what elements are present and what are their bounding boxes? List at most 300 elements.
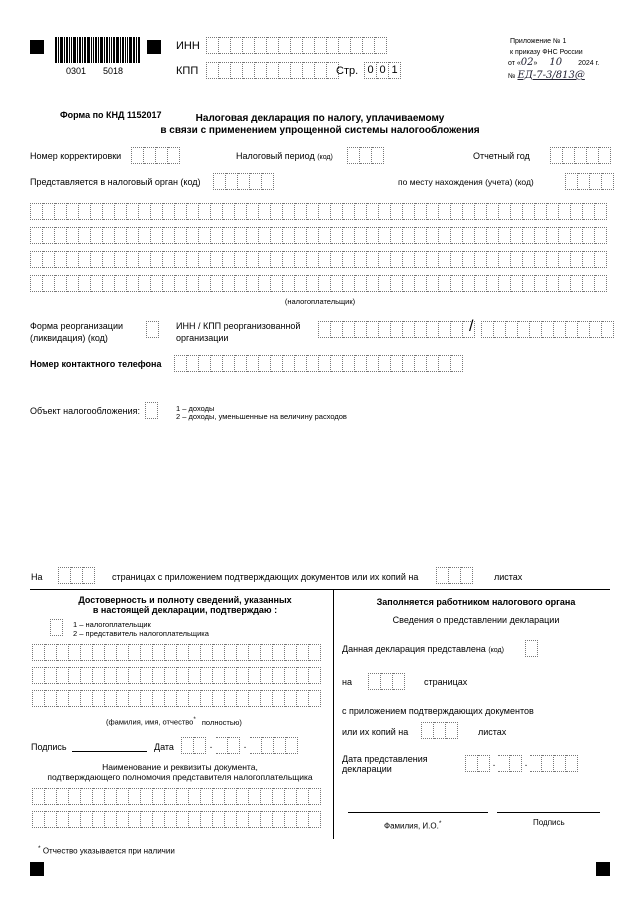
grid-cell[interactable] [261,811,273,828]
grid-cell[interactable] [127,203,139,220]
grid-cell[interactable] [523,251,535,268]
grid-cell[interactable] [43,227,55,244]
grid-cell[interactable] [309,644,321,661]
grid-cell[interactable] [139,251,151,268]
grid-cell[interactable] [69,811,81,828]
grid-cell[interactable] [93,690,105,707]
grid-cell[interactable] [559,227,571,244]
grid-cell[interactable] [175,251,187,268]
grid-cell[interactable] [175,275,187,292]
grid-cell[interactable] [32,811,45,828]
grid-cell[interactable] [535,227,547,244]
right-sheets-field[interactable] [421,722,458,739]
grid-cell[interactable] [103,203,115,220]
grid-cell[interactable] [451,275,463,292]
grid-cell[interactable] [391,227,403,244]
grid-cell[interactable] [259,251,271,268]
grid-cell[interactable] [343,203,355,220]
grid-cell[interactable] [247,251,259,268]
grid-cell[interactable] [403,203,415,220]
grid-cell[interactable] [199,275,211,292]
grid-cell[interactable] [235,251,247,268]
grid-cell[interactable] [379,275,391,292]
grid-cell[interactable] [189,811,201,828]
grid-cell[interactable] [571,275,583,292]
grid-cell[interactable] [213,690,225,707]
grid-cell[interactable] [175,227,187,244]
grid-cell[interactable] [261,667,273,684]
grid-cell[interactable] [91,251,103,268]
grid-cell[interactable] [355,203,367,220]
grid-cell[interactable] [295,251,307,268]
object-field[interactable] [145,402,158,419]
grid-cell[interactable] [403,275,415,292]
inspector-name-line[interactable] [348,812,488,813]
grid-cell[interactable] [213,667,225,684]
grid-cell[interactable] [295,203,307,220]
grid-cell[interactable] [247,203,259,220]
grid-cell[interactable] [439,203,451,220]
grid-cell[interactable] [153,788,165,805]
grid-cell[interactable] [103,275,115,292]
grid-cell[interactable] [583,227,595,244]
grid-cell[interactable] [547,275,559,292]
grid-cell[interactable] [283,203,295,220]
grid-cell[interactable] [273,644,285,661]
grid-cell[interactable] [559,251,571,268]
grid-cell[interactable] [583,275,595,292]
grid-cell[interactable] [115,203,127,220]
grid-cell[interactable] [367,227,379,244]
grid-cell[interactable] [247,275,259,292]
grid-cell[interactable] [571,203,583,220]
inspector-sign-line[interactable] [497,812,600,813]
grid-cell[interactable] [271,275,283,292]
grid-cell[interactable] [403,227,415,244]
grid-cell[interactable] [117,788,129,805]
right-pages-field[interactable] [368,673,405,690]
grid-cell[interactable] [499,275,511,292]
grid-cell[interactable] [225,811,237,828]
grid-cell[interactable] [367,275,379,292]
grid-cell[interactable] [115,227,127,244]
grid-cell[interactable] [283,251,295,268]
grid-cell[interactable] [319,251,331,268]
grid-cell[interactable] [367,251,379,268]
reorg-code-field[interactable] [146,321,159,338]
submission-date-field[interactable]: . . [465,755,578,772]
grid-cell[interactable] [475,203,487,220]
grid-cell[interactable] [261,788,273,805]
grid-cell[interactable] [297,667,309,684]
grid-cell[interactable] [43,251,55,268]
grid-cell[interactable] [463,275,475,292]
grid-cell[interactable] [201,690,213,707]
grid-cell[interactable] [57,811,69,828]
grid-cell[interactable] [199,203,211,220]
grid-cell[interactable] [463,203,475,220]
grid-cell[interactable] [127,275,139,292]
grid-cell[interactable] [595,251,607,268]
grid-cell[interactable] [487,251,499,268]
grid-cell[interactable] [30,275,43,292]
inn-field[interactable] [206,37,387,54]
grid-cell[interactable] [189,788,201,805]
grid-cell[interactable] [297,788,309,805]
grid-cell[interactable] [249,690,261,707]
grid-cell[interactable] [189,690,201,707]
grid-cell[interactable] [129,811,141,828]
grid-cell[interactable] [307,227,319,244]
grid-cell[interactable] [45,667,57,684]
grid-cell[interactable] [511,275,523,292]
grid-cell[interactable] [177,690,189,707]
tax-authority-field[interactable] [213,173,274,190]
grid-cell[interactable] [81,690,93,707]
sign-date-field[interactable]: . . [181,737,298,754]
grid-cell[interactable] [57,788,69,805]
grid-cell[interactable] [283,227,295,244]
grid-cell[interactable] [261,644,273,661]
grid-cell[interactable] [391,275,403,292]
grid-row[interactable] [30,275,607,292]
grid-cell[interactable] [55,203,67,220]
grid-cell[interactable] [141,788,153,805]
grid-cell[interactable] [439,275,451,292]
grid-cell[interactable] [559,203,571,220]
grid-cell[interactable] [57,690,69,707]
grid-cell[interactable] [151,227,163,244]
grid-cell[interactable] [79,275,91,292]
grid-cell[interactable] [55,275,67,292]
grid-cell[interactable] [105,644,117,661]
grid-cell[interactable] [463,251,475,268]
grid-cell[interactable] [151,251,163,268]
grid-cell[interactable] [237,811,249,828]
grid-cell[interactable] [487,275,499,292]
grid-cell[interactable] [45,690,57,707]
grid-cell[interactable] [79,203,91,220]
grid-cell[interactable] [165,690,177,707]
grid-cell[interactable] [547,203,559,220]
grid-cell[interactable] [487,227,499,244]
grid-cell[interactable] [535,275,547,292]
grid-cell[interactable] [151,203,163,220]
grid-cell[interactable] [189,667,201,684]
grid-cell[interactable] [523,203,535,220]
grid-cell[interactable] [571,251,583,268]
grid-cell[interactable] [93,811,105,828]
grid-cell[interactable] [129,788,141,805]
grid-cell[interactable] [439,227,451,244]
grid-cell[interactable] [439,251,451,268]
grid-cell[interactable] [223,203,235,220]
grid-cell[interactable] [319,227,331,244]
grid-cell[interactable] [475,251,487,268]
grid-row[interactable] [32,690,321,707]
grid-cell[interactable] [547,251,559,268]
grid-cell[interactable] [297,811,309,828]
grid-cell[interactable] [309,788,321,805]
grid-cell[interactable] [213,644,225,661]
grid-cell[interactable] [511,203,523,220]
grid-cell[interactable] [79,251,91,268]
grid-cell[interactable] [103,251,115,268]
grid-cell[interactable] [235,275,247,292]
grid-cell[interactable] [391,203,403,220]
grid-cell[interactable] [91,227,103,244]
grid-cell[interactable] [499,203,511,220]
grid-cell[interactable] [127,251,139,268]
grid-cell[interactable] [331,275,343,292]
grid-row[interactable] [30,251,607,268]
grid-cell[interactable] [129,690,141,707]
grid-cell[interactable] [535,251,547,268]
grid-cell[interactable] [463,227,475,244]
grid-cell[interactable] [139,227,151,244]
grid-cell[interactable] [343,251,355,268]
grid-cell[interactable] [115,275,127,292]
grid-cell[interactable] [153,811,165,828]
grid-cell[interactable] [223,251,235,268]
grid-cell[interactable] [139,203,151,220]
grid-cell[interactable] [487,203,499,220]
grid-cell[interactable] [69,667,81,684]
grid-cell[interactable] [295,227,307,244]
grid-cell[interactable] [225,644,237,661]
reorg-inn-field[interactable] [318,321,475,338]
grid-cell[interactable] [127,227,139,244]
grid-cell[interactable] [355,227,367,244]
grid-cell[interactable] [237,690,249,707]
grid-cell[interactable] [307,251,319,268]
grid-cell[interactable] [415,203,427,220]
grid-cell[interactable] [235,203,247,220]
grid-cell[interactable] [211,227,223,244]
grid-cell[interactable] [32,667,45,684]
signer-type-field[interactable] [50,619,63,636]
grid-cell[interactable] [535,203,547,220]
grid-cell[interactable] [211,203,223,220]
grid-cell[interactable] [67,275,79,292]
grid-cell[interactable] [285,667,297,684]
grid-cell[interactable] [165,788,177,805]
grid-cell[interactable] [105,811,117,828]
grid-cell[interactable] [69,644,81,661]
grid-cell[interactable] [259,227,271,244]
grid-cell[interactable] [93,667,105,684]
grid-cell[interactable] [211,251,223,268]
grid-cell[interactable] [199,251,211,268]
grid-cell[interactable] [32,690,45,707]
grid-cell[interactable] [307,275,319,292]
grid-cell[interactable] [213,811,225,828]
grid-cell[interactable] [249,788,261,805]
grid-cell[interactable] [223,275,235,292]
grid-row[interactable] [32,667,321,684]
grid-cell[interactable] [201,644,213,661]
grid-cell[interactable] [81,644,93,661]
grid-cell[interactable] [331,251,343,268]
location-field[interactable] [565,173,614,190]
grid-cell[interactable] [261,690,273,707]
grid-cell[interactable] [163,203,175,220]
grid-cell[interactable] [117,811,129,828]
grid-cell[interactable] [189,644,201,661]
grid-cell[interactable] [259,203,271,220]
grid-row[interactable] [30,203,607,220]
grid-cell[interactable] [379,227,391,244]
phone-field[interactable] [174,355,463,372]
grid-cell[interactable] [139,275,151,292]
grid-cell[interactable] [129,667,141,684]
grid-cell[interactable] [115,251,127,268]
grid-cell[interactable] [117,690,129,707]
grid-cell[interactable] [571,227,583,244]
grid-cell[interactable] [583,203,595,220]
grid-cell[interactable] [32,644,45,661]
grid-cell[interactable] [177,644,189,661]
grid-cell[interactable] [403,251,415,268]
grid-cell[interactable] [595,227,607,244]
grid-cell[interactable] [177,811,189,828]
grid-cell[interactable] [163,275,175,292]
grid-cell[interactable] [187,275,199,292]
grid-cell[interactable] [559,275,571,292]
grid-cell[interactable] [511,227,523,244]
grid-cell[interactable] [595,275,607,292]
grid-cell[interactable] [271,251,283,268]
grid-cell[interactable] [355,275,367,292]
grid-cell[interactable] [201,788,213,805]
correction-field[interactable] [131,147,180,164]
grid-cell[interactable] [67,227,79,244]
grid-cell[interactable] [225,788,237,805]
grid-cell[interactable] [367,203,379,220]
grid-cell[interactable] [331,203,343,220]
grid-cell[interactable] [451,227,463,244]
grid-cell[interactable] [237,788,249,805]
reorg-kpp-field[interactable] [481,321,614,338]
grid-cell[interactable] [427,275,439,292]
grid-cell[interactable] [165,667,177,684]
submitted-code-field[interactable] [525,640,538,657]
grid-cell[interactable] [285,788,297,805]
grid-cell[interactable] [237,644,249,661]
grid-cell[interactable] [117,644,129,661]
grid-cell[interactable] [475,227,487,244]
grid-cell[interactable] [415,251,427,268]
grid-cell[interactable] [427,203,439,220]
grid-cell[interactable] [43,203,55,220]
page-number-field[interactable] [364,62,401,79]
grid-cell[interactable] [499,227,511,244]
grid-cell[interactable] [30,203,43,220]
grid-cell[interactable] [285,644,297,661]
grid-cell[interactable] [153,690,165,707]
grid-cell[interactable] [103,227,115,244]
grid-cell[interactable] [319,275,331,292]
sheets-count-field[interactable] [436,567,473,584]
grid-cell[interactable] [151,275,163,292]
grid-cell[interactable] [273,690,285,707]
grid-cell[interactable] [583,251,595,268]
grid-cell[interactable] [153,644,165,661]
grid-cell[interactable] [81,811,93,828]
grid-cell[interactable] [213,788,225,805]
grid-cell[interactable] [249,644,261,661]
grid-cell[interactable] [225,667,237,684]
grid-cell[interactable] [163,227,175,244]
grid-cell[interactable] [511,251,523,268]
grid-cell[interactable] [105,667,117,684]
grid-cell[interactable] [285,811,297,828]
grid-cell[interactable] [391,251,403,268]
grid-cell[interactable] [69,788,81,805]
grid-cell[interactable] [249,811,261,828]
grid-cell[interactable] [91,203,103,220]
report-year-field[interactable] [550,147,611,164]
grid-cell[interactable] [201,667,213,684]
grid-cell[interactable] [165,644,177,661]
grid-cell[interactable] [273,667,285,684]
grid-cell[interactable] [141,690,153,707]
grid-cell[interactable] [319,203,331,220]
grid-cell[interactable] [57,667,69,684]
grid-cell[interactable] [45,811,57,828]
grid-cell[interactable] [271,227,283,244]
grid-cell[interactable] [199,227,211,244]
grid-cell[interactable] [57,644,69,661]
grid-cell[interactable] [547,227,559,244]
grid-cell[interactable] [225,690,237,707]
grid-cell[interactable] [249,667,261,684]
grid-cell[interactable] [187,227,199,244]
grid-cell[interactable] [297,690,309,707]
grid-cell[interactable] [523,227,535,244]
grid-cell[interactable] [93,644,105,661]
grid-cell[interactable] [295,275,307,292]
grid-cell[interactable] [81,788,93,805]
sign-line[interactable] [72,751,147,752]
grid-cell[interactable] [379,251,391,268]
grid-cell[interactable] [163,251,175,268]
grid-cell[interactable] [309,690,321,707]
grid-cell[interactable] [177,667,189,684]
grid-cell[interactable] [81,667,93,684]
grid-cell[interactable] [201,811,213,828]
grid-cell[interactable] [141,644,153,661]
grid-cell[interactable] [259,275,271,292]
grid-cell[interactable] [523,275,535,292]
grid-cell[interactable] [141,811,153,828]
grid-cell[interactable] [45,788,57,805]
grid-cell[interactable] [187,251,199,268]
grid-cell[interactable] [475,275,487,292]
grid-cell[interactable] [117,667,129,684]
grid-cell[interactable] [271,203,283,220]
grid-cell[interactable] [343,227,355,244]
grid-cell[interactable] [91,275,103,292]
grid-cell[interactable] [355,251,367,268]
kpp-field[interactable] [206,62,339,79]
grid-cell[interactable] [30,251,43,268]
grid-row[interactable] [32,644,321,661]
grid-cell[interactable] [307,203,319,220]
grid-cell[interactable] [32,788,45,805]
grid-row[interactable] [32,811,321,828]
grid-cell[interactable] [79,227,91,244]
